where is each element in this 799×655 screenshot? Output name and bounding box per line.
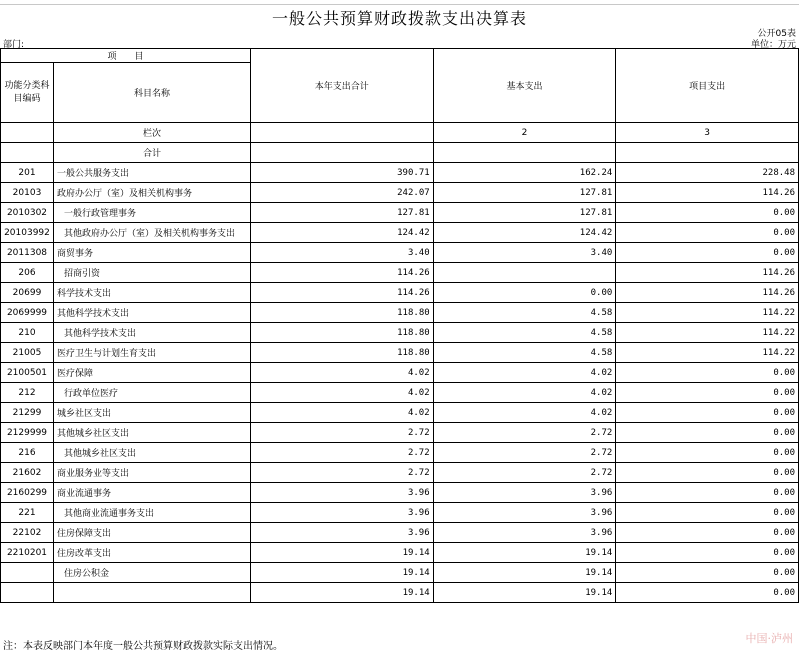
row-code-cell: 2011308 — [1, 243, 54, 263]
row-code-cell: 206 — [1, 263, 54, 283]
row-code-cell: 2100501 — [1, 363, 54, 383]
row-project-cell: 0.00 — [616, 403, 799, 423]
table-row — [1, 243, 799, 263]
row-basic-cell: 3.96 — [433, 503, 616, 523]
unit-label: 单位：万元 — [750, 40, 796, 50]
site-watermark: 中国·泸州 — [745, 632, 793, 645]
row-code-cell: 20699 — [1, 283, 54, 303]
row-project-cell: 114.26 — [616, 283, 799, 303]
table-row — [1, 403, 799, 423]
row-project-cell: 114.22 — [616, 303, 799, 323]
row-basic-cell: 2.72 — [433, 423, 616, 443]
row-total-cell: 4.02 — [250, 383, 433, 403]
basic-column-header: 基本支出 — [433, 49, 616, 123]
row-project-cell: 0.00 — [616, 423, 799, 443]
column-number-row — [1, 123, 799, 143]
row-code-cell: 2210201 — [1, 543, 54, 563]
row-name-cell: 住房保障支出 — [53, 523, 250, 543]
table-row — [1, 203, 799, 223]
row-project-cell: 114.22 — [616, 323, 799, 343]
expenditure-table — [0, 48, 799, 603]
row-basic-cell — [433, 263, 616, 283]
row-total-cell: 124.42 — [250, 223, 433, 243]
row-basic-cell: 19.14 — [433, 543, 616, 563]
report-title: 一般公共预算财政拨款支出决算表 — [271, 9, 527, 28]
row-name-cell: 一般行政管理事务 — [53, 203, 250, 223]
row-basic-cell: 3.96 — [433, 523, 616, 543]
column-number-basic: 2 — [433, 123, 616, 143]
row-project-cell: 0.00 — [616, 523, 799, 543]
table-row — [1, 383, 799, 403]
row-total-cell: 2.72 — [250, 443, 433, 463]
row-name-cell: 科学技术支出 — [53, 283, 250, 303]
row-name-cell: 其他政府办公厅（室）及相关机构事务支出 — [53, 223, 250, 243]
row-total-cell: 242.07 — [250, 183, 433, 203]
table-row — [1, 223, 799, 243]
row-basic-cell: 0.00 — [433, 283, 616, 303]
row-code-cell: 2160299 — [1, 483, 54, 503]
table-row — [1, 483, 799, 503]
table-row — [1, 423, 799, 443]
row-name-cell: 商业流通事务 — [53, 483, 250, 503]
header-row-group — [1, 49, 799, 63]
row-total-cell: 114.26 — [250, 263, 433, 283]
row-project-cell: 0.00 — [616, 443, 799, 463]
row-basic-cell: 3.40 — [433, 243, 616, 263]
row-code-cell: 2069999 — [1, 303, 54, 323]
row-name-cell: 商贸事务 — [53, 243, 250, 263]
row-code-cell: 21602 — [1, 463, 54, 483]
row-total-cell: 19.14 — [250, 563, 433, 583]
sum-label-cell: 合计 — [53, 143, 250, 163]
table-row — [1, 563, 799, 583]
row-project-cell: 114.22 — [616, 343, 799, 363]
row-project-cell: 0.00 — [616, 363, 799, 383]
row-code-cell: 212 — [1, 383, 54, 403]
row-project-cell: 0.00 — [616, 383, 799, 403]
row-basic-cell: 127.81 — [433, 203, 616, 223]
table-row — [1, 283, 799, 303]
sum-code-cell — [1, 143, 54, 163]
row-project-cell: 0.00 — [616, 503, 799, 523]
row-name-cell: 医疗保障 — [53, 363, 250, 383]
table-row — [1, 363, 799, 383]
row-code-cell — [1, 563, 54, 583]
table-row — [1, 443, 799, 463]
row-project-cell: 0.00 — [616, 483, 799, 503]
table-row — [1, 523, 799, 543]
total-column-header: 本年支出合计 — [250, 49, 433, 123]
row-project-cell: 0.00 — [616, 203, 799, 223]
row-project-cell: 0.00 — [616, 583, 799, 603]
row-total-cell: 3.96 — [250, 503, 433, 523]
row-basic-cell: 4.02 — [433, 403, 616, 423]
sum-basic-cell — [433, 143, 616, 163]
row-total-cell: 19.14 — [250, 543, 433, 563]
row-name-cell: 医疗卫生与计划生育支出 — [53, 343, 250, 363]
row-basic-cell: 127.81 — [433, 183, 616, 203]
row-total-cell: 2.72 — [250, 423, 433, 443]
table-row — [1, 323, 799, 343]
row-name-cell: 商业服务业等支出 — [53, 463, 250, 483]
row-basic-cell: 4.02 — [433, 383, 616, 403]
row-name-cell: 其他城乡社区支出 — [53, 423, 250, 443]
row-project-cell: 114.26 — [616, 183, 799, 203]
table-row — [1, 183, 799, 203]
row-code-cell: 20103 — [1, 183, 54, 203]
table-row — [1, 163, 799, 183]
row-total-cell: 3.96 — [250, 483, 433, 503]
row-basic-cell: 4.58 — [433, 343, 616, 363]
row-name-cell: 城乡社区支出 — [53, 403, 250, 423]
row-code-cell: 210 — [1, 323, 54, 343]
table-row — [1, 343, 799, 363]
row-code-cell: 20103992 — [1, 223, 54, 243]
row-project-cell: 228.48 — [616, 163, 799, 183]
table-row — [1, 583, 799, 603]
footnote: 注：本表反映部门本年度一般公共预算财政拨款实际支出情况。 — [3, 641, 283, 652]
row-code-cell: 21005 — [1, 343, 54, 363]
row-code-cell: 2010302 — [1, 203, 54, 223]
row-project-cell: 0.00 — [616, 223, 799, 243]
row-name-cell: 其他城乡社区支出 — [53, 443, 250, 463]
row-name-cell: 其他商业流通事务支出 — [53, 503, 250, 523]
table-body — [1, 49, 799, 603]
sum-project-cell — [616, 143, 799, 163]
row-total-cell: 4.02 — [250, 363, 433, 383]
row-project-cell: 114.26 — [616, 263, 799, 283]
row-total-cell: 114.26 — [250, 283, 433, 303]
table-row — [1, 263, 799, 283]
row-basic-cell: 2.72 — [433, 443, 616, 463]
row-total-cell: 390.71 — [250, 163, 433, 183]
row-name-cell: 住房改革支出 — [53, 543, 250, 563]
row-name-cell: 一般公共服务支出 — [53, 163, 250, 183]
row-basic-cell: 19.14 — [433, 583, 616, 603]
form-number: 公开05表 — [757, 29, 796, 39]
row-code-cell: 221 — [1, 503, 54, 523]
row-total-cell: 3.96 — [250, 523, 433, 543]
row-label-cell: 栏次 — [53, 123, 250, 143]
row-total-cell: 3.40 — [250, 243, 433, 263]
row-name-cell: 其他科学技术支出 — [53, 323, 250, 343]
row-name-cell — [53, 583, 250, 603]
row-total-cell: 118.80 — [250, 343, 433, 363]
row-project-cell: 0.00 — [616, 243, 799, 263]
column-number-total — [250, 123, 433, 143]
item-group-header: 项 目 — [1, 49, 251, 63]
department-label: 部门: — [3, 40, 25, 50]
row-project-cell: 0.00 — [616, 563, 799, 583]
row-basic-cell: 4.02 — [433, 363, 616, 383]
row-name-cell: 招商引资 — [53, 263, 250, 283]
row-name-cell: 行政单位医疗 — [53, 383, 250, 403]
name-column-header: 科目名称 — [53, 63, 250, 123]
sum-row — [1, 143, 799, 163]
row-basic-cell: 2.72 — [433, 463, 616, 483]
row-total-cell: 118.80 — [250, 323, 433, 343]
row-total-cell: 118.80 — [250, 303, 433, 323]
row-code-cell: 2129999 — [1, 423, 54, 443]
top-divider — [0, 0, 799, 5]
row-basic-cell: 3.96 — [433, 483, 616, 503]
row-code-cell: 22102 — [1, 523, 54, 543]
row-code-cell: 216 — [1, 443, 54, 463]
row-basic-cell: 162.24 — [433, 163, 616, 183]
row-code-cell — [1, 583, 54, 603]
table-row — [1, 303, 799, 323]
row-total-cell: 2.72 — [250, 463, 433, 483]
row-code-cell: 201 — [1, 163, 54, 183]
row-code-cell: 21299 — [1, 403, 54, 423]
row-total-cell: 127.81 — [250, 203, 433, 223]
row-basic-cell: 4.58 — [433, 323, 616, 343]
column-number-project: 3 — [616, 123, 799, 143]
row-name-cell: 住房公积金 — [53, 563, 250, 583]
row-total-cell: 19.14 — [250, 583, 433, 603]
table-row — [1, 543, 799, 563]
table-row — [1, 463, 799, 483]
row-total-cell: 4.02 — [250, 403, 433, 423]
row-name-cell: 政府办公厅（室）及相关机构事务 — [53, 183, 250, 203]
code-column-header: 功能分类科目编码 — [1, 63, 54, 123]
sum-total-cell — [250, 143, 433, 163]
project-column-header: 项目支出 — [616, 49, 799, 123]
row-basic-cell: 124.42 — [433, 223, 616, 243]
row-project-cell: 0.00 — [616, 463, 799, 483]
row-project-cell: 0.00 — [616, 543, 799, 563]
column-number-blank — [1, 123, 54, 143]
row-name-cell: 其他科学技术支出 — [53, 303, 250, 323]
row-basic-cell: 4.58 — [433, 303, 616, 323]
row-basic-cell: 19.14 — [433, 563, 616, 583]
table-row — [1, 503, 799, 523]
